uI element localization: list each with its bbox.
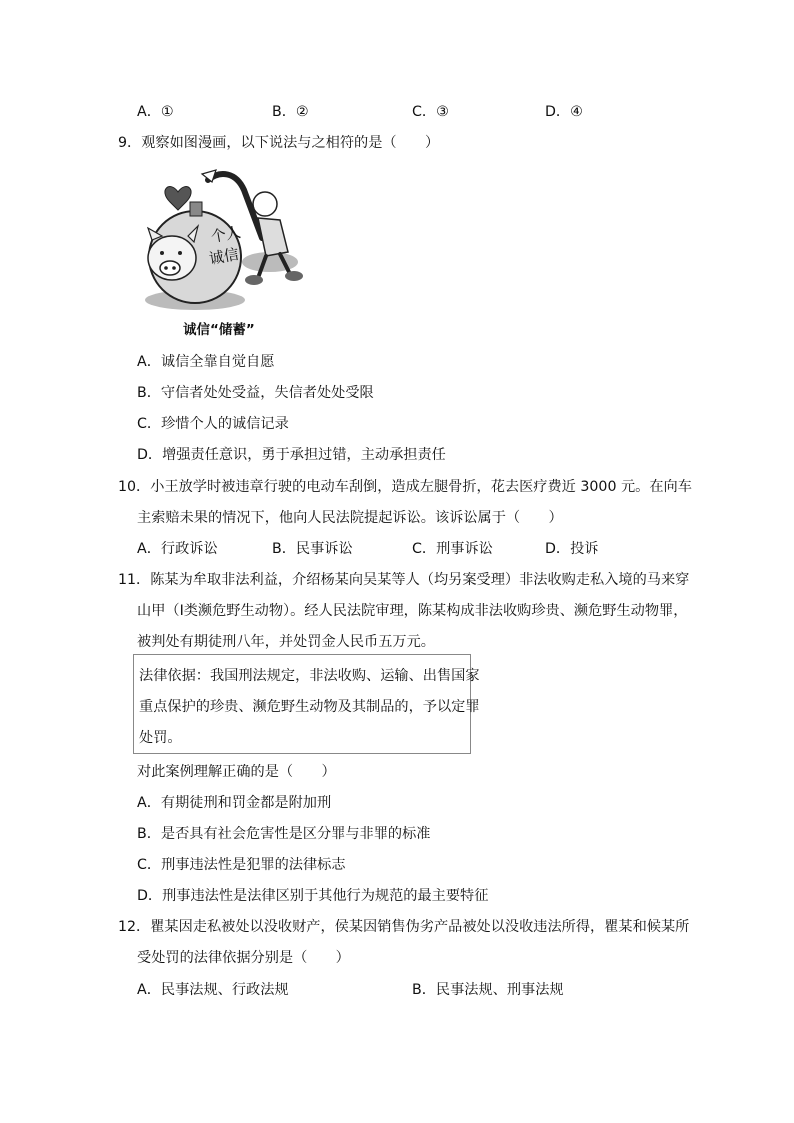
q9-option-a: A．诚信全靠自觉自愿 bbox=[137, 354, 275, 370]
legal-basis-line-3: 处罚。 bbox=[139, 730, 182, 746]
cartoon-image bbox=[140, 160, 320, 320]
q8-option-a: A．① bbox=[137, 104, 174, 120]
person-head bbox=[253, 192, 277, 216]
q10-stem-line-2: 主索赔未果的情况下，他向人民法院提起诉讼。该诉讼属于（ ） bbox=[137, 510, 563, 526]
q11-option-b: B．是否具有社会危害性是区分罪与非罪的标准 bbox=[137, 826, 431, 842]
heart-icon bbox=[165, 187, 191, 210]
legal-basis-line-2: 重点保护的珍贵、濒危野生动物及其制品的，予以定罪 bbox=[139, 699, 480, 715]
q11-stem-line-1: 11．陈某为牟取非法利益，介绍杨某向吴某等人（均另案受理）非法收购走私入境的马来穿 bbox=[118, 572, 690, 588]
q11-stem-line-2: 山甲（I类濒危野生动物）。经人民法院审理，陈某构成非法收购珍贵、濒危野生动物罪， bbox=[137, 603, 688, 619]
legal-basis-box bbox=[133, 654, 480, 754]
q10-option-a: A．行政诉讼 bbox=[137, 541, 218, 557]
cartoon-caption: 诚信“储蓄” bbox=[183, 322, 255, 338]
q11-option-d: D．刑事违法性是法律区别于其他行为规范的最主要特征 bbox=[137, 888, 489, 904]
q9-option-b: B．守信者处处受益，失信者处处受限 bbox=[137, 385, 374, 401]
q12-option-b: B．民事法规、刑事法规 bbox=[412, 982, 564, 998]
q10-option-d: D．投诉 bbox=[545, 541, 599, 557]
pig-snout bbox=[160, 261, 180, 275]
q8-option-d: D．④ bbox=[545, 104, 583, 120]
q11-question: 对此案例理解正确的是（ ） bbox=[137, 764, 336, 780]
q12-option-a: A．民事法规、行政法规 bbox=[137, 982, 289, 998]
q8-option-b: B．② bbox=[272, 104, 309, 120]
q9-option-c: C．珍惜个人的诚信记录 bbox=[137, 416, 289, 432]
q10-option-b: B．民事诉讼 bbox=[272, 541, 353, 557]
person-body bbox=[258, 218, 288, 256]
q12-stem-line-1: 12．瞿某因走私被处以没收财产，侯某因销售伪劣产品被处以没收违法所得，瞿某和候某所 bbox=[118, 919, 690, 935]
q10-option-c: C．刑事诉讼 bbox=[412, 541, 493, 557]
q11-option-c: C．刑事违法性是犯罪的法律标志 bbox=[137, 857, 346, 873]
cartoon-label-bottom: 诚信 bbox=[207, 245, 241, 268]
q11-stem-line-3: 被判处有期徒刑八年，并处罚金人民币五万元。 bbox=[137, 634, 435, 650]
hand-icon bbox=[202, 170, 216, 182]
legal-basis-line-1: 法律依据：我国刑法规定，非法收购、运输、出售国家 bbox=[139, 668, 480, 684]
q10-stem-line-1: 10．小王放学时被违章行驶的电动车刮倒，造成左腿骨折，花去医疗费近 3000 元。在向车 bbox=[118, 479, 692, 495]
q12-stem-line-2: 受处罚的法律依据分别是（ ） bbox=[137, 950, 350, 966]
q9-stem: 9．观察如图漫画，以下说法与之相符的是（ ） bbox=[118, 135, 440, 151]
q8-option-c: C．③ bbox=[412, 104, 449, 120]
q9-option-d: D．增强责任意识，勇于承担过错，主动承担责任 bbox=[137, 447, 446, 463]
q11-option-a: A．有期徒刑和罚金都是附加刑 bbox=[137, 795, 332, 811]
cartoon-label-top: 个人 bbox=[209, 223, 243, 246]
